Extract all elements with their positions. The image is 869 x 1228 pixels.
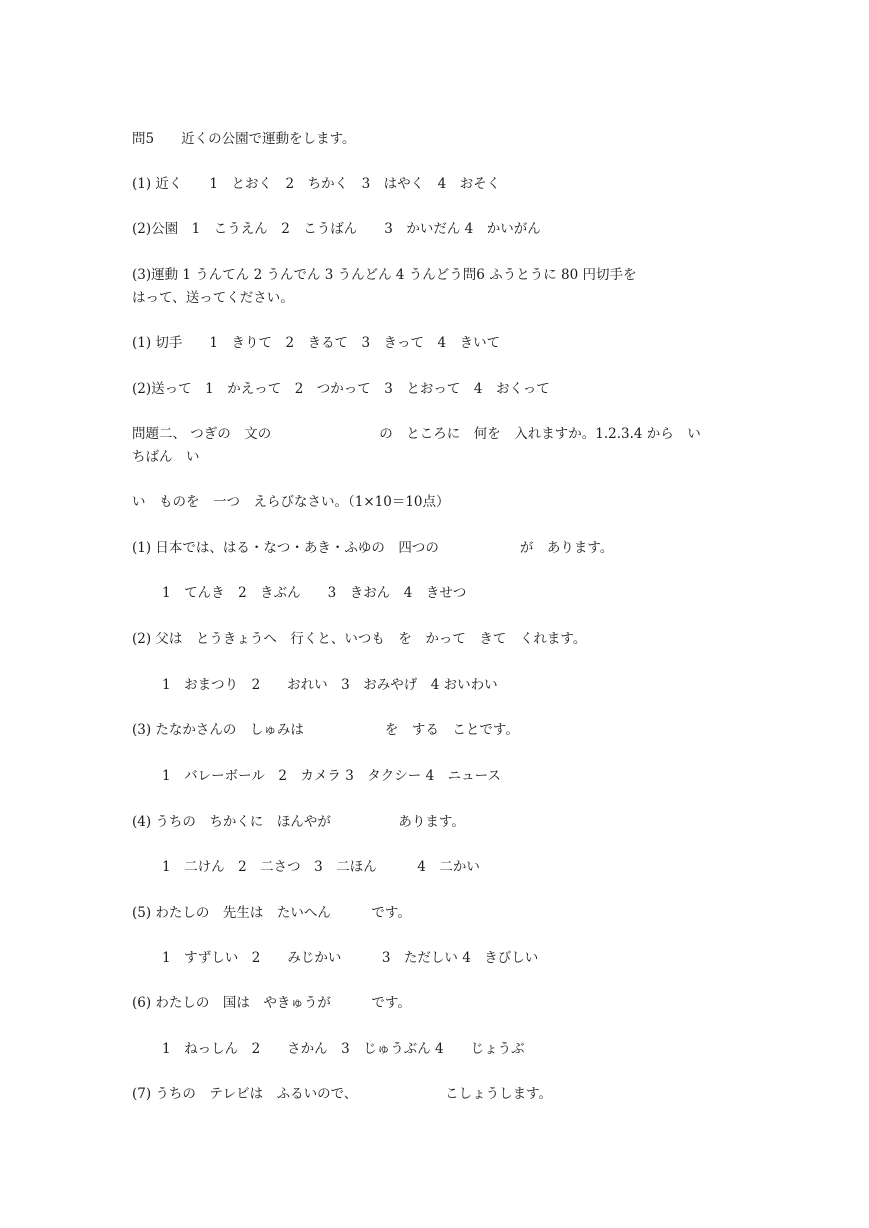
p2-question-7: (7) うちの テレビは ふるいので、 こしょうします。 [132,1086,553,1102]
p2-question-4-options: 1 二けん 2 二さつ 3 二ほん 4 二かい [162,859,480,875]
p2-question-1-options: 1 てんき 2 きぶん 3 きおん 4 きせつ [162,585,467,601]
problem-2-instruction: 問題二、 つぎの 文の の ところに 何を 入れますか。1.2.3.4 から い [132,426,701,442]
p2-question-5: (5) わたしの 先生は たいへん です。 [132,905,411,921]
problem-2-instruction-cont: ちばん い [132,449,200,465]
question-6-continued: はって、送ってください。 [132,290,294,306]
q6-item-1: (1) 切手 1 きりて 2 きるて 3 きって 4 きいて [132,335,501,351]
p2-question-5-options: 1 すずしい 2 みじかい 3 ただしい 4 きびしい [162,950,539,966]
p2-question-6-options: 1 ねっしん 2 さかん 3 じゅうぶん 4 じょうぶ [162,1041,525,1057]
p2-question-2: (2) 父は とうきょうへ 行くと、いつも を かって きて くれます。 [132,631,587,647]
p2-question-3: (3) たなかさんの しゅみは を する ことです。 [132,722,519,738]
p2-question-4: (4) うちの ちかくに ほんやが あります。 [132,814,465,830]
p2-question-3-options: 1 バレーボール 2 カメラ 3 タクシー 4 ニュース [162,768,501,784]
problem-2-instruction-points: い ものを 一つ えらびなさい。（1×10＝10点） [132,494,450,510]
q6-item-2: (2)送って 1 かえって 2 つかって 3 とおって 4 おくって [132,381,550,397]
p2-question-6: (6) わたしの 国は やきゅうが です。 [132,995,411,1011]
question-5-title: 問5 近くの公園で運動をします。 [132,131,356,147]
q5-item-1: (1) 近く 1 とおく 2 ちかく 3 はやく 4 おそく [132,176,501,192]
q5-item-2: (2)公園 1 こうえん 2 こうばん 3 かいだん 4 かいがん [132,221,541,237]
p2-question-1: (1) 日本では、はる・なつ・あき・ふゆの 四つの が あります。 [132,540,614,556]
q5-item-3-and-question-6: (3)運動 1 うんてん 2 うんでん 3 うんどん 4 うんどう問6 ふうとうに 80 円切手を [132,267,637,283]
p2-question-2-options: 1 おまつり 2 おれい 3 おみやげ 4 おいわい [162,677,498,693]
